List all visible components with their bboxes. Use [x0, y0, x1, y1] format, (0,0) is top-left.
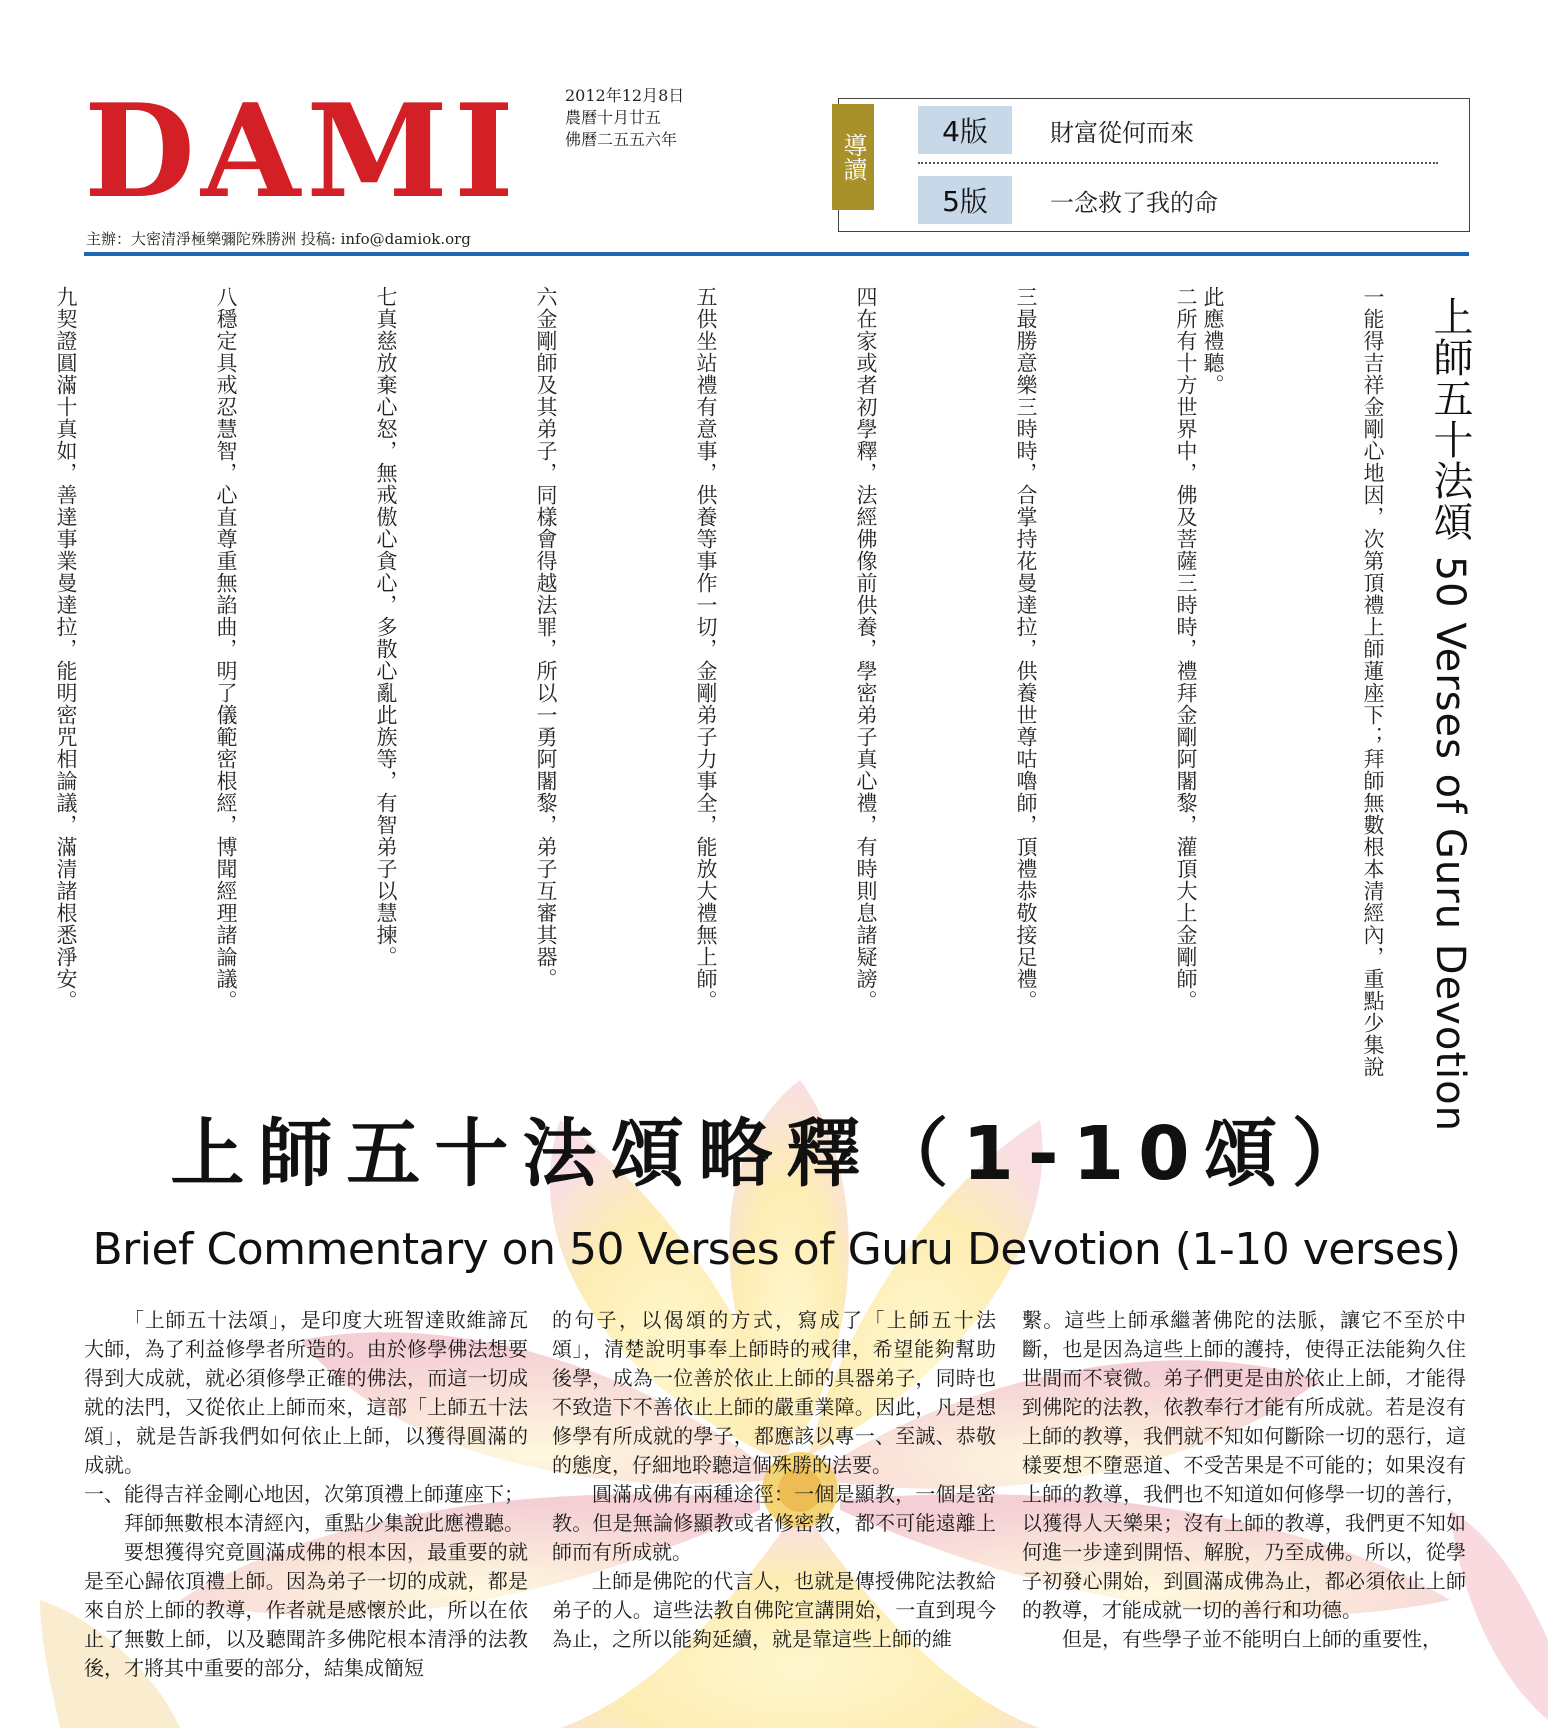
verse-number: 三	[1014, 286, 1038, 308]
verse-line	[239, 286, 399, 1092]
article-column-3	[1022, 1306, 1466, 1716]
headline-chinese: 上師五十法頌略釋（1-10頌）	[170, 1111, 1380, 1197]
verse-line	[0, 286, 79, 1092]
guide-tag-label: 導讀	[839, 133, 867, 181]
verse-text: 穩定具戒忍慧智，心直尊重無諂曲，明了儀範密根經，博聞經理諸論議。	[214, 308, 238, 1012]
verse-text: 在家或者初學釋，法經佛像前供養，學密弟子真心禮，有時則息諸疑謗。	[854, 308, 878, 1012]
guide-article-title: 一念救了我的命	[1050, 188, 1218, 217]
guide-item-page-5[interactable]	[918, 176, 1218, 224]
verse-text: 供坐站禮有意事，供養等事作一切，金剛弟子力事全，能放大禮無上師。	[694, 308, 718, 1012]
guide-item-page-4[interactable]	[918, 106, 1194, 154]
verse-number: 六	[534, 286, 558, 308]
verse-line	[719, 286, 879, 1092]
headline-english: Brief Commentary on 50 Verses of Guru Devotion (1-10 verses)	[92, 1224, 1461, 1275]
date-lunar: 農曆十月廿五	[565, 108, 662, 127]
verse-line	[1199, 286, 1386, 1092]
article-paragraph: 上師是佛陀的代言人，也就是傳授佛陀法教給弟子的人。這些法教自佛陀宣講開始，一直到現今為止，之所以能夠延續，就是靠這些上師的維	[552, 1569, 996, 1651]
guide-divider	[918, 162, 1438, 164]
verse-text: 能得吉祥金剛心地因，次第頂禮上師蓮座下；拜師無數根本清經內，重點少集說此應禮聽。	[1201, 286, 1385, 1078]
guide-article-title: 財富從何而來	[1050, 118, 1194, 147]
article-paragraph: 「上師五十法頌」，是印度大班智達敗維諦瓦大師，為了利益修學者所造的。由於修學佛法想要得到大成就，就必須修學正確的佛法，而這一切成就的法門，又從依止上師而來，這部「上師五十法頌」，就是告訴我們如何依止上師，以獲得圓滿的成就。	[84, 1308, 528, 1477]
verse-text: 真慈放棄心怒，無戒傲心貪心，多散心亂此族等，有智弟子以慧揀。	[374, 308, 398, 968]
verse-number: 八	[214, 286, 238, 308]
date-gregorian: 2012年12月8日	[565, 86, 685, 105]
article-column-1	[84, 1306, 528, 1716]
dami-logo: DAMI	[84, 77, 520, 227]
masthead-rule	[84, 252, 1469, 256]
verse-text: 最勝意樂三時時，合掌持花曼達拉，供養世尊咕嚕師，頂禮恭敬接足禮。	[1014, 308, 1038, 1012]
guide-page-label: 5版	[918, 176, 1012, 224]
issue-dates	[565, 85, 745, 151]
article-paragraph: 但是，有些學子並不能明白上師的重要性，	[1062, 1627, 1442, 1651]
verse-quote: 拜師無數根本清經內，重點少集說此應禮聽。	[124, 1511, 524, 1535]
verse-text: 所有十方世界中，佛及菩薩三時時，禮拜金剛阿闍黎，灌頂大上金剛師。	[1174, 308, 1198, 1012]
verses-section-title: 上師五十法頌 50 Verses of Guru Devotion	[1427, 296, 1473, 1132]
guide-page-label: 4版	[918, 106, 1012, 154]
verse-number: 四	[854, 286, 878, 308]
verse-line	[1039, 286, 1199, 1092]
article-paragraph: 的句子，以偈頌的方式，寫成了「上師五十法頌」，清楚說明事奉上師時的戒律，希望能夠幫助後學，成為一位善於依止上師的具器弟子，同時也不致造下不善依止上師的嚴重業障。因此，凡是想修學有所成就的學子，都應該以專一、至誠、恭敬的態度，仔細地聆聽這個殊勝的法要。	[552, 1308, 996, 1477]
article-paragraph: 要想獲得究竟圓滿成佛的根本因，最重要的就是至心歸依頂禮上師。因為弟子一切的成就，都是來自於上師的教導，作者就是感懷於此，所以在依止了無數上師，以及聽聞許多佛陀根本清淨的法教後，才將其中重要的部分，結集成簡短	[84, 1540, 528, 1680]
guide-tag	[832, 104, 874, 210]
publisher-line: 主辦：大密清淨極樂彌陀殊勝洲 投稿: info@damiok.org	[86, 230, 471, 248]
verse-line	[879, 286, 1039, 1092]
verse-line	[79, 286, 239, 1092]
verse-text: 金剛師及其弟子，同樣會得越法罪，所以一勇阿闍黎，弟子互審其器。	[534, 308, 558, 990]
verses-block	[54, 286, 1386, 1092]
verse-text: 契證圓滿十真如，善達事業曼達拉，能明密咒相論議，滿清諸根悉淨安。	[54, 308, 78, 1012]
date-buddhist: 佛曆二五五六年	[565, 130, 678, 149]
verse-number: 一	[1361, 286, 1385, 308]
article-paragraph: 圓滿成佛有兩種途徑：一個是顯教，一個是密教。但是無論修顯教或者修密教，都不可能遠離上師而有所成就。	[552, 1482, 996, 1564]
verse-line	[399, 286, 559, 1092]
verse-quote: 一、能得吉祥金剛心地因，次第頂禮上師蓮座下；	[84, 1482, 524, 1506]
article-column-2	[552, 1306, 996, 1716]
verse-number: 七	[374, 286, 398, 308]
verse-number: 九	[54, 286, 78, 308]
verse-number: 二	[1174, 286, 1198, 308]
verse-number: 五	[694, 286, 718, 308]
article-paragraph: 繫。這些上師承繼著佛陀的法脈，讓它不至於中斷，也是因為這些上師的護持，使得正法能夠久住世間而不衰微。弟子們更是由於依止上師，才能得到佛陀的法教，依教奉行才能有所成就。若是沒有上師的教導，我們就不知如何斷除一切的惡行，這樣要想不墮惡道、不受苦果是不可能的；如果沒有上師的教導，我們也不知道如何修學一切的善行，以獲得人天樂果；沒有上師的教導，我們更不知如何進一步達到開悟、解脫，乃至成佛。所以，從學子初發心開始，到圓滿成佛為止，都必須依止上師的教導，才能成就一切的善行和功德。	[1022, 1308, 1466, 1622]
verse-line	[559, 286, 719, 1092]
